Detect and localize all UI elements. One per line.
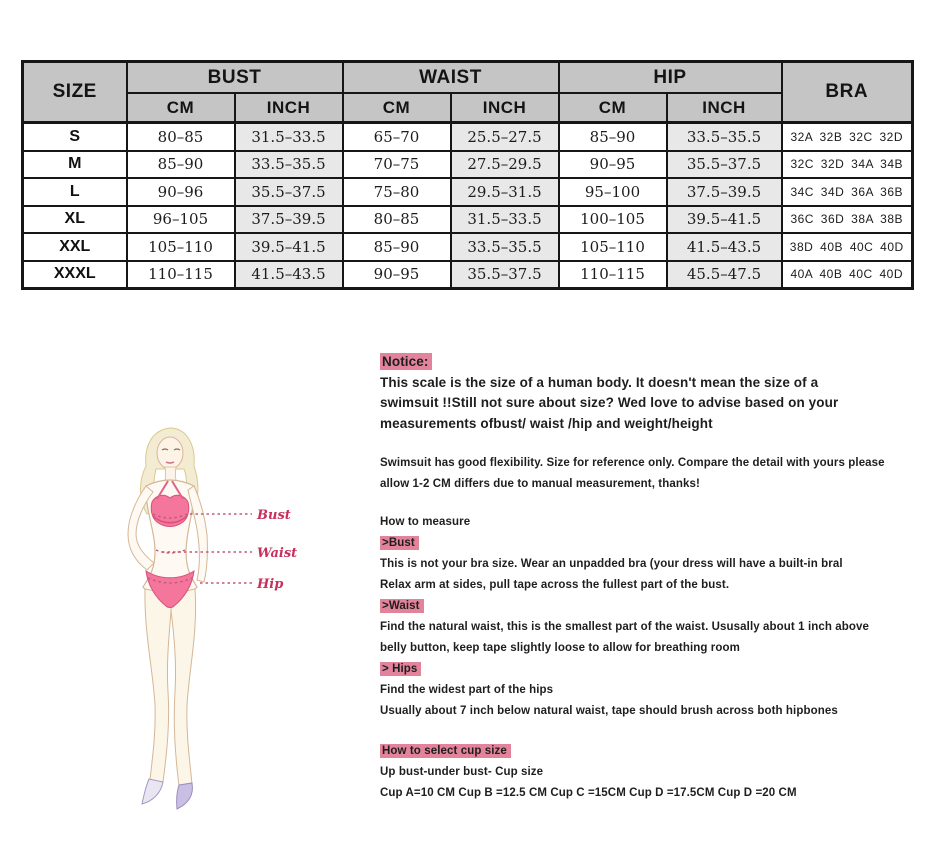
hip-cm-cell: 110–115 — [559, 261, 667, 289]
bust-inch-cell: 35.5–37.5 — [235, 178, 343, 206]
waist-cm-cell: 65–70 — [343, 123, 451, 151]
figure-right-leg — [171, 589, 196, 786]
notes-line — [380, 512, 940, 533]
notes-text: swimsuit !!Still not sure about size? Wed love to advise based on your — [380, 395, 839, 410]
col-header-bust-cm: CM — [127, 93, 235, 123]
size-cell: L — [23, 178, 127, 206]
hip-cm-cell: 105–110 — [559, 233, 667, 261]
figure-right-arm — [188, 486, 207, 582]
col-header-waist-inch: INCH — [451, 93, 559, 123]
figure-illustration-svg — [100, 422, 340, 822]
notes-line — [380, 554, 940, 575]
notes-text: This scale is the size of a human body. It doesn't mean the size of a — [380, 374, 819, 390]
bra-cell: 34C 34D 36A 36B — [782, 178, 913, 206]
table-row — [23, 233, 913, 261]
col-header-waist-cm: CM — [343, 93, 451, 123]
notes-text: This is not your bra size. Wear an unpadded bra (your dress will have a built-in bral — [380, 558, 843, 570]
hip-cm-cell: 90–95 — [559, 151, 667, 179]
col-header-hip: HIP — [559, 62, 782, 94]
bust-inch-cell: 33.5–35.5 — [235, 151, 343, 179]
notes-line — [380, 741, 940, 762]
notes-line — [380, 373, 940, 394]
notes-line — [380, 783, 940, 804]
figure-left-shoe — [142, 779, 163, 804]
notes-text: Up bust-under bust- Cup size — [380, 766, 544, 778]
hip-cm-cell: 100–105 — [559, 206, 667, 234]
notes-line — [380, 352, 940, 373]
bra-cell: 40A 40B 40C 40D — [782, 261, 913, 289]
hip-label: Hip — [257, 577, 284, 592]
hip-cm-cell: 85–90 — [559, 123, 667, 151]
bust-cm-cell: 80–85 — [127, 123, 235, 151]
notes-text: belly button, keep tape slightly loose to allow for breathing room — [380, 642, 740, 654]
bust-inch-cell: 31.5–33.5 — [235, 123, 343, 151]
notes-line — [380, 680, 940, 701]
waist-cm-cell: 70–75 — [343, 151, 451, 179]
table-row — [23, 151, 913, 179]
bra-cell: 32C 32D 34A 34B — [782, 151, 913, 179]
measurement-figure — [100, 422, 340, 822]
bust-cm-cell: 85–90 — [127, 151, 235, 179]
col-header-size: SIZE — [23, 62, 127, 123]
waist-inch-cell: 25.5–27.5 — [451, 123, 559, 151]
bra-cell: 32A 32B 32C 32D — [782, 123, 913, 151]
waist-cm-cell: 80–85 — [343, 206, 451, 234]
col-header-hip-cm: CM — [559, 93, 667, 123]
notes-text: Cup A=10 CM Cup B =12.5 CM Cup C =15CM Cup D =17.5CM Cup D =20 CM — [380, 787, 797, 799]
notes-text: allow 1-2 CM differs due to manual measurement, thanks! — [380, 478, 700, 490]
waist-inch-cell: 27.5–29.5 — [451, 151, 559, 179]
waist-cm-cell: 90–95 — [343, 261, 451, 289]
notes-text: Swimsuit has good flexibility. Size for reference only. Compare the detail with yours please — [380, 457, 885, 469]
bust-inch-cell: 41.5–43.5 — [235, 261, 343, 289]
waist-inch-cell: 29.5–31.5 — [451, 178, 559, 206]
notes-line — [380, 474, 940, 495]
bust-cm-cell: 90–96 — [127, 178, 235, 206]
hip-inch-cell: 35.5–37.5 — [667, 151, 782, 179]
waist-inch-cell: 35.5–37.5 — [451, 261, 559, 289]
waist-inch-cell: 33.5–35.5 — [451, 233, 559, 261]
hips-section-heading: > Hips — [380, 662, 421, 676]
waist-inch-cell: 31.5–33.5 — [451, 206, 559, 234]
size-cell: S — [23, 123, 127, 151]
size-cell: XXXL — [23, 261, 127, 289]
hip-cm-cell: 95–100 — [559, 178, 667, 206]
notes-text: Find the widest part of the hips — [380, 684, 554, 696]
bust-cm-cell: 110–115 — [127, 261, 235, 289]
notes-line — [380, 453, 940, 474]
notes-line — [380, 701, 940, 722]
notice-heading: Notice: — [380, 353, 432, 370]
how-to-measure-heading: How to measure — [380, 516, 471, 528]
figure-bikini-top — [151, 495, 189, 526]
bra-cell: 36C 36D 38A 38B — [782, 206, 913, 234]
waist-label: Waist — [257, 546, 298, 561]
notes-text: Find the natural waist, this is the smallest part of the waist. Ususally about 1 inch above — [380, 621, 870, 633]
hip-inch-cell: 41.5–43.5 — [667, 233, 782, 261]
bust-cm-cell: 96–105 — [127, 206, 235, 234]
table-row — [23, 178, 913, 206]
hip-inch-cell: 39.5–41.5 — [667, 206, 782, 234]
table-row — [23, 206, 913, 234]
notes-text: Relax arm at sides, pull tape across the fullest part of the bust. — [380, 579, 730, 591]
notes-line — [380, 414, 940, 435]
table-row — [23, 261, 913, 289]
waist-cm-cell: 75–80 — [343, 178, 451, 206]
waist-section-heading: >Waist — [380, 599, 424, 613]
notes-line — [380, 659, 940, 680]
figure-head — [157, 437, 183, 469]
hip-inch-cell: 37.5–39.5 — [667, 178, 782, 206]
figure-right-shoe — [177, 783, 193, 809]
size-cell: XL — [23, 206, 127, 234]
bust-inch-cell: 39.5–41.5 — [235, 233, 343, 261]
col-header-waist: WAIST — [343, 62, 559, 94]
bust-label: Bust — [257, 508, 291, 523]
bust-inch-cell: 37.5–39.5 — [235, 206, 343, 234]
col-header-bra: BRA — [782, 62, 913, 123]
col-header-hip-inch: INCH — [667, 93, 782, 123]
bra-cell: 38D 40B 40C 40D — [782, 233, 913, 261]
table-row — [23, 123, 913, 151]
notes-line — [380, 575, 940, 596]
notes-line — [380, 596, 940, 617]
hip-inch-cell: 33.5–35.5 — [667, 123, 782, 151]
col-header-bust-inch: INCH — [235, 93, 343, 123]
notes-line — [380, 762, 940, 783]
hip-inch-cell: 45.5–47.5 — [667, 261, 782, 289]
measurement-notes — [380, 352, 940, 804]
size-cell: M — [23, 151, 127, 179]
notes-line — [380, 638, 940, 659]
notes-line — [380, 393, 940, 414]
notes-line — [380, 617, 940, 638]
size-cell: XXL — [23, 233, 127, 261]
size-chart-table — [21, 60, 914, 290]
notes-line — [380, 533, 940, 554]
bust-cm-cell: 105–110 — [127, 233, 235, 261]
bust-section-heading: >Bust — [380, 536, 419, 550]
col-header-bust: BUST — [127, 62, 343, 94]
cup-size-heading: How to select cup size — [380, 744, 511, 758]
waist-cm-cell: 85–90 — [343, 233, 451, 261]
notes-text: Usually about 7 inch below natural waist, tape should brush across both hipbones — [380, 705, 838, 717]
figure-left-leg — [145, 589, 171, 782]
notes-text: measurements ofbust/ waist /hip and weight/height — [380, 415, 713, 431]
